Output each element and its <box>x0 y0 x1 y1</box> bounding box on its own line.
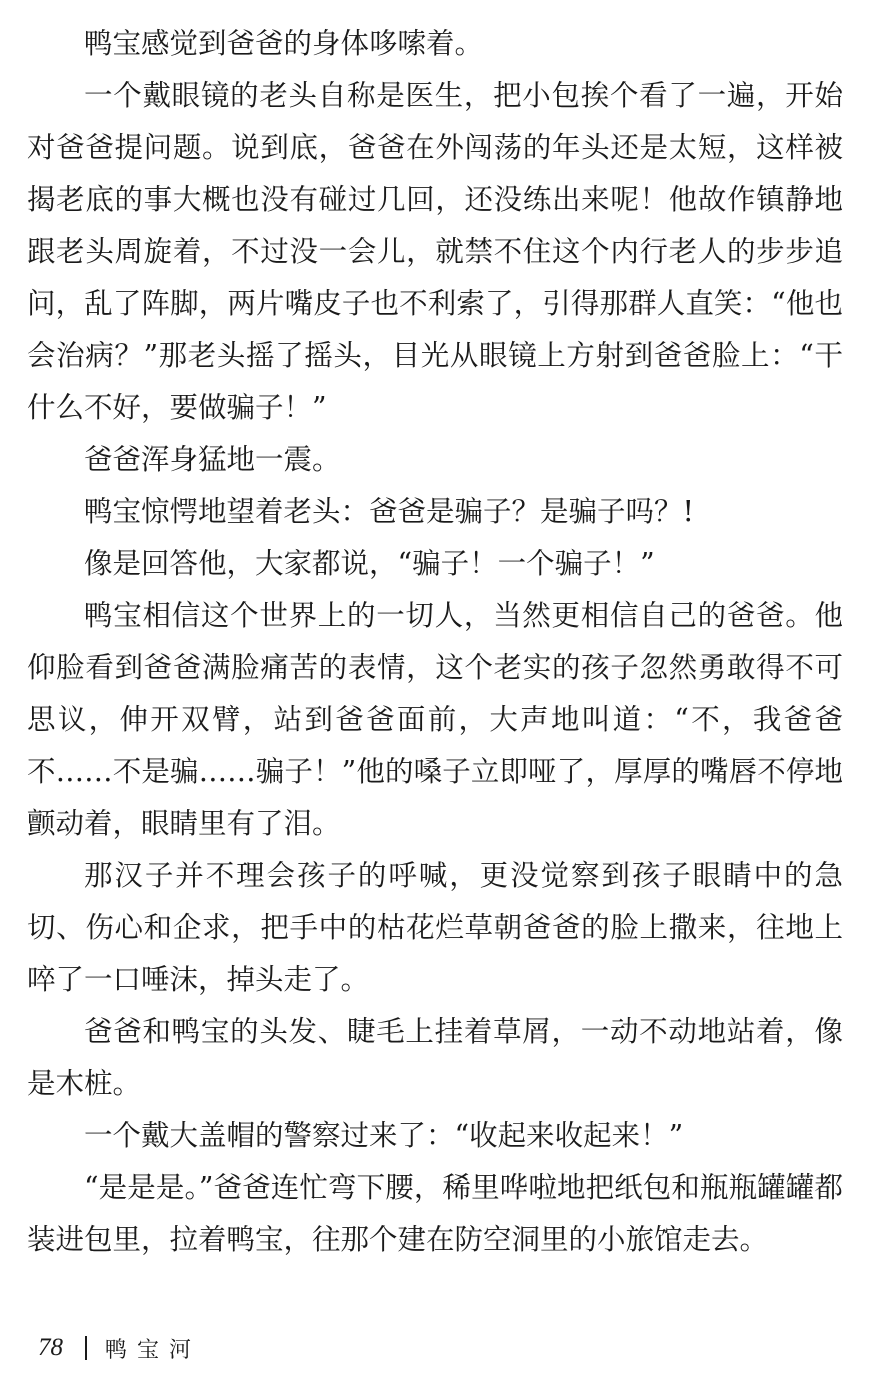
page-number: 78 <box>38 1334 63 1361</box>
paragraph: 一个戴大盖帽的警察过来了：“收起来收起来！” <box>84 1119 684 1152</box>
paragraph: 爸爸和鸭宝的头发、睫毛上挂着草屑，一动不动地站着，像是木桩。 <box>27 1015 843 1100</box>
paragraph: 鸭宝相信这个世界上的一切人，当然更相信自己的爸爸。他仰脸看到爸爸满脸痛苦的表情，这个老实的孩子忽然勇敢得不可思议，伸开双臂，站到爸爸面前，大声地叫道：“不，我爸爸不……不是骗……骗子！”他的嗓子立即哑了，厚厚的嘴唇不停地颤动着，眼睛里有了泪。 <box>27 599 843 840</box>
paragraph: 像是回答他，大家都说，“骗子！一个骗子！” <box>84 547 655 580</box>
footer-divider <box>85 1336 87 1360</box>
page-footer <box>38 1328 201 1368</box>
paragraph: 那汉子并不理会孩子的呼喊，更没觉察到孩子眼睛中的急切、伤心和企求，把手中的枯花烂草朝爸爸的脸上撒来，往地上啐了一口唾沫，掉头走了。 <box>27 859 843 996</box>
paragraph: 一个戴眼镜的老头自称是医生，把小包挨个看了一遍，开始对爸爸提问题。说到底，爸爸在外闯荡的年头还是太短，这样被揭老底的事大概也没有碰过几回，还没练出来呢！他故作镇静地跟老头周旋着，不过没一会儿，就禁不住这个内行老人的步步追问，乱了阵脚，两片嘴皮子也不利索了，引得那群人直笑：“他也会治病？”那老头摇了摇头，目光从眼镜上方射到爸爸脸上：“干什么不好，要做骗子！” <box>27 79 843 424</box>
paragraph: “是是是。”爸爸连忙弯下腰，稀里哗啦地把纸包和瓶瓶罐罐都装进包里，拉着鸭宝，往那个建在防空洞里的小旅馆走去。 <box>27 1171 843 1256</box>
paragraph: 爸爸浑身猛地一震。 <box>84 443 341 476</box>
book-title: 鸭宝河 <box>105 1337 202 1363</box>
body-text <box>27 18 843 1266</box>
paragraph: 鸭宝感觉到爸爸的身体哆嗦着。 <box>84 27 484 60</box>
paragraph: 鸭宝惊愕地望着老头：爸爸是骗子？是骗子吗？! <box>84 495 694 528</box>
